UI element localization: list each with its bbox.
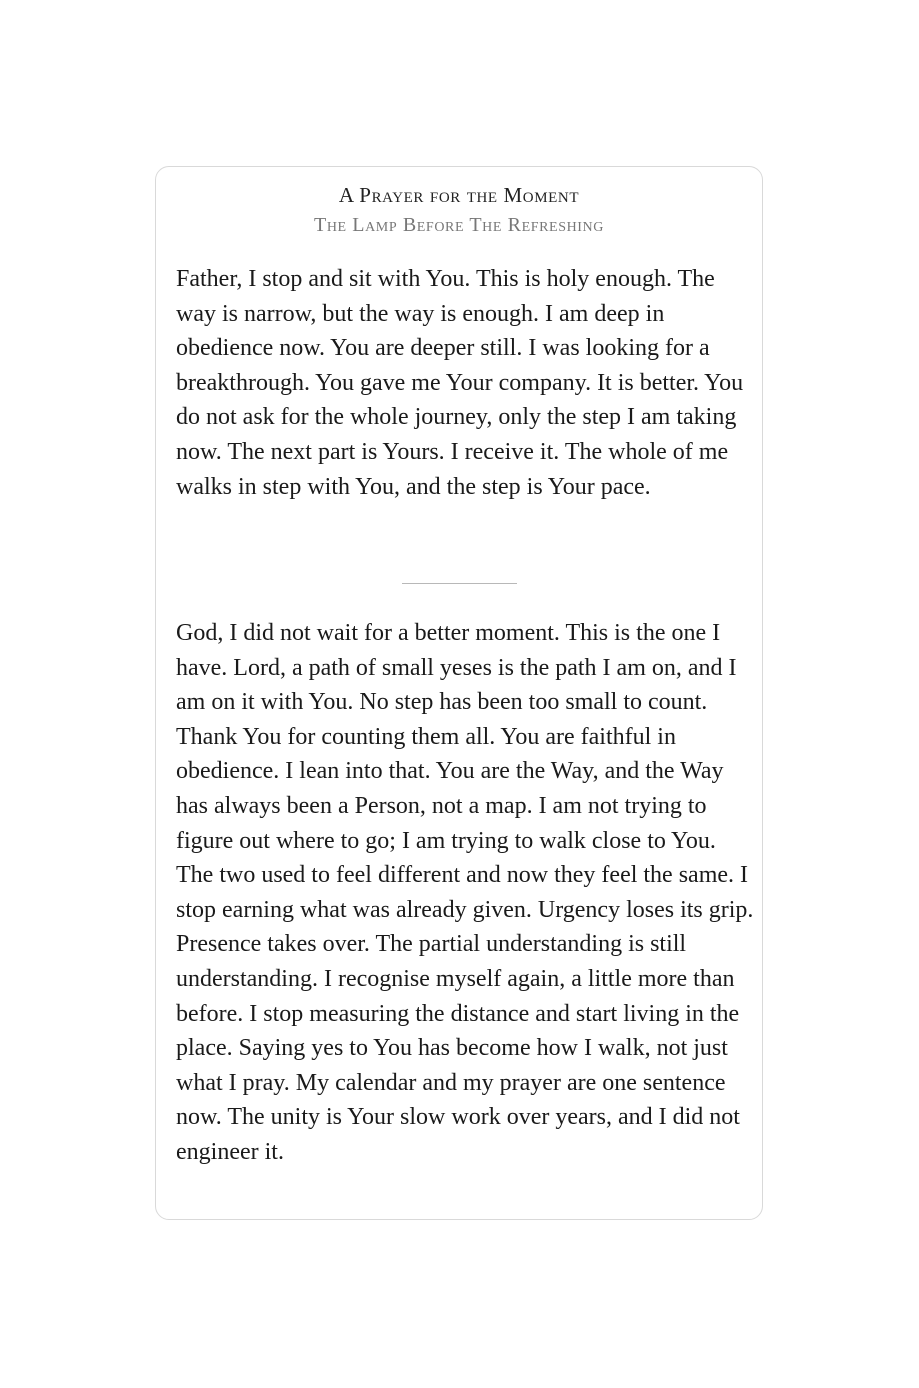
prayer-paragraph-1: Father, I stop and sit with You. This is holy enough. The way is narrow, but the way is enough. I am deep in obedience now. You are deeper still. I was looking for a breakthrough. You gave me Your company. It is better. You do not ask for the whole journey, only the step I am taking now. The next part is Yours. I receive it. The whole of me walks in step with You, and the step is Your pace. (176, 266, 744, 500)
section-divider (402, 583, 517, 584)
card-header (156, 181, 762, 239)
prayer-paragraph-2: God, I did not wait for a better moment. This is the one I have. Lord, a path of small yeses is the path I am on, and I am on it with You. No step has been too small to count. Thank You for counting them all. You are faithful in obedience. I lean into that. You are the Way, and the Way has always been a Person, not a map. I am not trying to figure out where to go; I am trying to walk close to You. The two used to feel different and now they feel the same. I stop earning what was already given. Urgency loses its grip. Presence takes over. The partial understanding is still understanding. I recognise myself again, a little more than before. I stop measuring the distance and start living in the place. Saying yes to You has become how I walk, not just what I pray. My calendar and my prayer are one sentence now. The unity is Your slow work over years, and I did not engineer it. (176, 620, 754, 1165)
prayer-card (155, 166, 763, 1220)
prayer-subtitle: The Lamp Before The Refreshing (314, 214, 604, 236)
prayer-title: A Prayer for the Moment (338, 183, 580, 207)
